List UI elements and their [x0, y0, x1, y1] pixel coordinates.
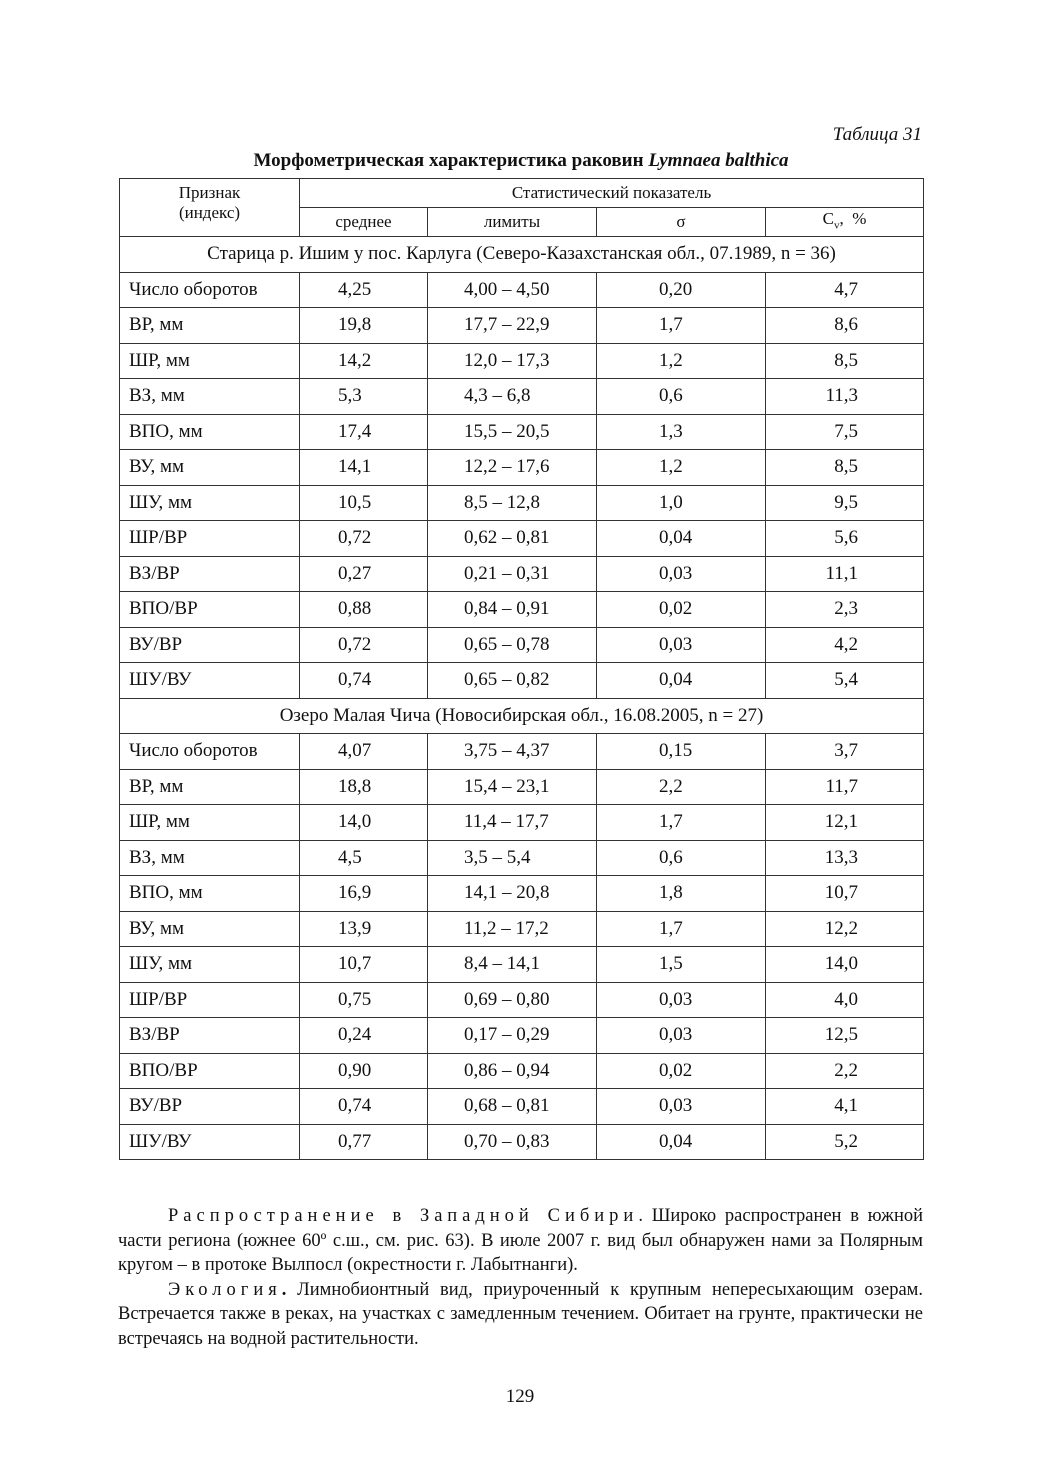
row-limits: 11,4 – 17,7 [428, 805, 597, 841]
paragraph-lead-end: . [281, 1279, 287, 1300]
row-sigma: 1,7 [597, 911, 766, 947]
page-number: 129 [505, 1386, 535, 1407]
paragraph-text: Широко распространен в южной части региона (южнее 60º с.ш., см. рис. 63). В июле 2007 г. вид был обнаружен нами за Полярным кругом – в протоке Вылпосл (окрестности г. Лабытнанги). [118, 1206, 923, 1275]
paragraph-lead: Экология [168, 1279, 282, 1300]
row-sigma: 1,7 [597, 805, 766, 841]
row-feature: ШР/ВР [120, 982, 300, 1018]
row-mean: 4,07 [300, 734, 428, 770]
table-row [120, 308, 924, 344]
row-limits: 15,5 – 20,5 [428, 414, 597, 450]
row-feature: ШУ, мм [120, 947, 300, 983]
row-mean: 14,1 [300, 450, 428, 486]
row-feature: ШУ, мм [120, 485, 300, 521]
row-limits: 14,1 – 20,8 [428, 876, 597, 912]
table-row [120, 414, 924, 450]
row-sigma: 0,15 [597, 734, 766, 770]
row-limits: 0,70 – 0,83 [428, 1124, 597, 1160]
row-cv: 8,5 [766, 343, 924, 379]
row-feature: ШУ/ВУ [120, 1124, 300, 1160]
row-feature: ВПО/ВР [120, 1053, 300, 1089]
row-mean: 4,5 [300, 840, 428, 876]
header-sigma: σ [597, 208, 766, 237]
row-cv: 13,3 [766, 840, 924, 876]
table-row [120, 272, 924, 308]
row-sigma: 1,5 [597, 947, 766, 983]
row-mean: 0,90 [300, 1053, 428, 1089]
row-sigma: 0,04 [597, 521, 766, 557]
row-cv: 9,5 [766, 485, 924, 521]
row-mean: 0,27 [300, 556, 428, 592]
row-mean: 17,4 [300, 414, 428, 450]
section-row [120, 237, 924, 273]
header-limits: лимиты [428, 208, 597, 237]
row-mean: 10,7 [300, 947, 428, 983]
row-sigma: 0,04 [597, 663, 766, 699]
paragraph-ecology [118, 1278, 923, 1352]
row-limits: 0,65 – 0,78 [428, 627, 597, 663]
row-limits: 4,3 – 6,8 [428, 379, 597, 415]
row-cv: 11,3 [766, 379, 924, 415]
morphometry-table [119, 178, 924, 1160]
row-sigma: 1,7 [597, 308, 766, 344]
section-title: Старица р. Ишим у пос. Карлуга (Северо-Казахстанская обл., 07.1989, n = 36) [120, 237, 924, 273]
cv-main: C [822, 208, 834, 228]
row-limits: 0,68 – 0,81 [428, 1089, 597, 1125]
row-feature: ВЗ, мм [120, 840, 300, 876]
row-sigma: 0,6 [597, 840, 766, 876]
row-cv: 12,5 [766, 1018, 924, 1054]
row-limits: 15,4 – 23,1 [428, 769, 597, 805]
row-limits: 0,86 – 0,94 [428, 1053, 597, 1089]
row-cv: 5,4 [766, 663, 924, 699]
row-sigma: 0,03 [597, 556, 766, 592]
table-row [120, 734, 924, 770]
table-row [120, 840, 924, 876]
table-row [120, 627, 924, 663]
table-title [120, 150, 922, 172]
paragraph-lead-end: . [638, 1206, 643, 1226]
row-sigma: 1,8 [597, 876, 766, 912]
row-feature: Число оборотов [120, 734, 300, 770]
row-cv: 11,1 [766, 556, 924, 592]
row-cv: 7,5 [766, 414, 924, 450]
row-mean: 16,9 [300, 876, 428, 912]
row-feature: ВР, мм [120, 308, 300, 344]
table-row [120, 805, 924, 841]
table-row [120, 1089, 924, 1125]
row-limits: 8,5 – 12,8 [428, 485, 597, 521]
row-mean: 0,88 [300, 592, 428, 628]
row-cv: 3,7 [766, 734, 924, 770]
row-mean: 0,74 [300, 1089, 428, 1125]
row-sigma: 1,2 [597, 343, 766, 379]
row-sigma: 1,2 [597, 450, 766, 486]
row-feature: ШУ/ВУ [120, 663, 300, 699]
row-feature: ШР, мм [120, 805, 300, 841]
table-row [120, 592, 924, 628]
row-sigma: 2,2 [597, 769, 766, 805]
table-row [120, 450, 924, 486]
row-feature: ВУ, мм [120, 450, 300, 486]
table-row [120, 379, 924, 415]
row-cv: 12,2 [766, 911, 924, 947]
row-cv: 5,2 [766, 1124, 924, 1160]
row-limits: 0,21 – 0,31 [428, 556, 597, 592]
row-sigma: 1,3 [597, 414, 766, 450]
table-row [120, 485, 924, 521]
row-mean: 10,5 [300, 485, 428, 521]
table-row [120, 1124, 924, 1160]
table-row [120, 769, 924, 805]
row-cv: 4,1 [766, 1089, 924, 1125]
row-feature: ВУ/ВР [120, 1089, 300, 1125]
row-limits: 12,2 – 17,6 [428, 450, 597, 486]
row-feature: ВР, мм [120, 769, 300, 805]
header-feature: Признак (индекс) [120, 179, 300, 237]
species-name: Lymnaea balthica [648, 150, 789, 171]
table-row [120, 876, 924, 912]
row-sigma: 0,03 [597, 627, 766, 663]
row-cv: 10,7 [766, 876, 924, 912]
row-feature: ШР, мм [120, 343, 300, 379]
row-sigma: 1,0 [597, 485, 766, 521]
row-cv: 2,2 [766, 1053, 924, 1089]
row-cv: 2,3 [766, 592, 924, 628]
row-feature: ВУ/ВР [120, 627, 300, 663]
row-mean: 0,74 [300, 663, 428, 699]
table-row [120, 521, 924, 557]
row-cv: 8,5 [766, 450, 924, 486]
row-limits: 8,4 – 14,1 [428, 947, 597, 983]
row-cv: 4,7 [766, 272, 924, 308]
row-mean: 5,3 [300, 379, 428, 415]
row-limits: 0,69 – 0,80 [428, 982, 597, 1018]
row-sigma: 0,20 [597, 272, 766, 308]
row-feature: ВЗ, мм [120, 379, 300, 415]
row-mean: 19,8 [300, 308, 428, 344]
row-sigma: 0,03 [597, 1089, 766, 1125]
row-mean: 0,24 [300, 1018, 428, 1054]
row-limits: 0,84 – 0,91 [428, 592, 597, 628]
cv-tail: , % [839, 208, 867, 228]
row-mean: 0,72 [300, 521, 428, 557]
row-limits: 3,5 – 5,4 [428, 840, 597, 876]
table-row [120, 911, 924, 947]
paragraph-lead: Распространение в Западной Сибири [168, 1206, 639, 1226]
table-row [120, 343, 924, 379]
row-cv: 11,7 [766, 769, 924, 805]
body-text [118, 1204, 923, 1351]
row-cv: 12,1 [766, 805, 924, 841]
row-mean: 0,75 [300, 982, 428, 1018]
table-row [120, 1053, 924, 1089]
row-feature: ВЗ/ВР [120, 1018, 300, 1054]
row-sigma: 0,02 [597, 592, 766, 628]
row-limits: 0,65 – 0,82 [428, 663, 597, 699]
row-sigma: 0,03 [597, 1018, 766, 1054]
row-cv: 4,0 [766, 982, 924, 1018]
header-cv [766, 208, 924, 237]
row-sigma: 0,02 [597, 1053, 766, 1089]
row-cv: 8,6 [766, 308, 924, 344]
row-mean: 14,0 [300, 805, 428, 841]
cv-sub: v [833, 219, 840, 232]
row-limits: 12,0 – 17,3 [428, 343, 597, 379]
row-feature: ВПО/ВР [120, 592, 300, 628]
row-limits: 4,00 – 4,50 [428, 272, 597, 308]
row-feature: ВЗ/ВР [120, 556, 300, 592]
table-row [120, 663, 924, 699]
section-row [120, 698, 924, 734]
row-limits: 0,17 – 0,29 [428, 1018, 597, 1054]
row-feature: ВПО, мм [120, 876, 300, 912]
row-limits: 11,2 – 17,2 [428, 911, 597, 947]
paragraph-distribution [118, 1204, 923, 1278]
row-feature: ШР/ВР [120, 521, 300, 557]
header-group: Статистический показатель [300, 179, 924, 208]
row-feature: ВУ, мм [120, 911, 300, 947]
row-limits: 3,75 – 4,37 [428, 734, 597, 770]
paragraph-text: Лимнобионтный вид, приуроченный к крупным непересыхающим озерам. Встречается также в реках, на участках с замедленным течением. Обитает на грунте, практически не встречаясь на водной растительности. [118, 1279, 923, 1349]
section-title: Озеро Малая Чича (Новосибирская обл., 16.08.2005, n = 27) [120, 698, 924, 734]
row-mean: 13,9 [300, 911, 428, 947]
table-number: Таблица 31 [832, 124, 922, 145]
row-cv: 14,0 [766, 947, 924, 983]
header-mean: среднее [300, 208, 428, 237]
row-sigma: 0,03 [597, 982, 766, 1018]
row-sigma: 0,04 [597, 1124, 766, 1160]
row-cv: 5,6 [766, 521, 924, 557]
row-cv: 4,2 [766, 627, 924, 663]
table-row [120, 947, 924, 983]
row-mean: 14,2 [300, 343, 428, 379]
row-feature: Число оборотов [120, 272, 300, 308]
row-sigma: 0,6 [597, 379, 766, 415]
table-title-text: Морфометрическая характеристика раковин [253, 150, 649, 171]
row-limits: 17,7 – 22,9 [428, 308, 597, 344]
table-row [120, 1018, 924, 1054]
row-limits: 0,62 – 0,81 [428, 521, 597, 557]
row-mean: 0,72 [300, 627, 428, 663]
row-mean: 0,77 [300, 1124, 428, 1160]
table-row [120, 556, 924, 592]
table-row [120, 982, 924, 1018]
row-mean: 4,25 [300, 272, 428, 308]
row-feature: ВПО, мм [120, 414, 300, 450]
row-mean: 18,8 [300, 769, 428, 805]
